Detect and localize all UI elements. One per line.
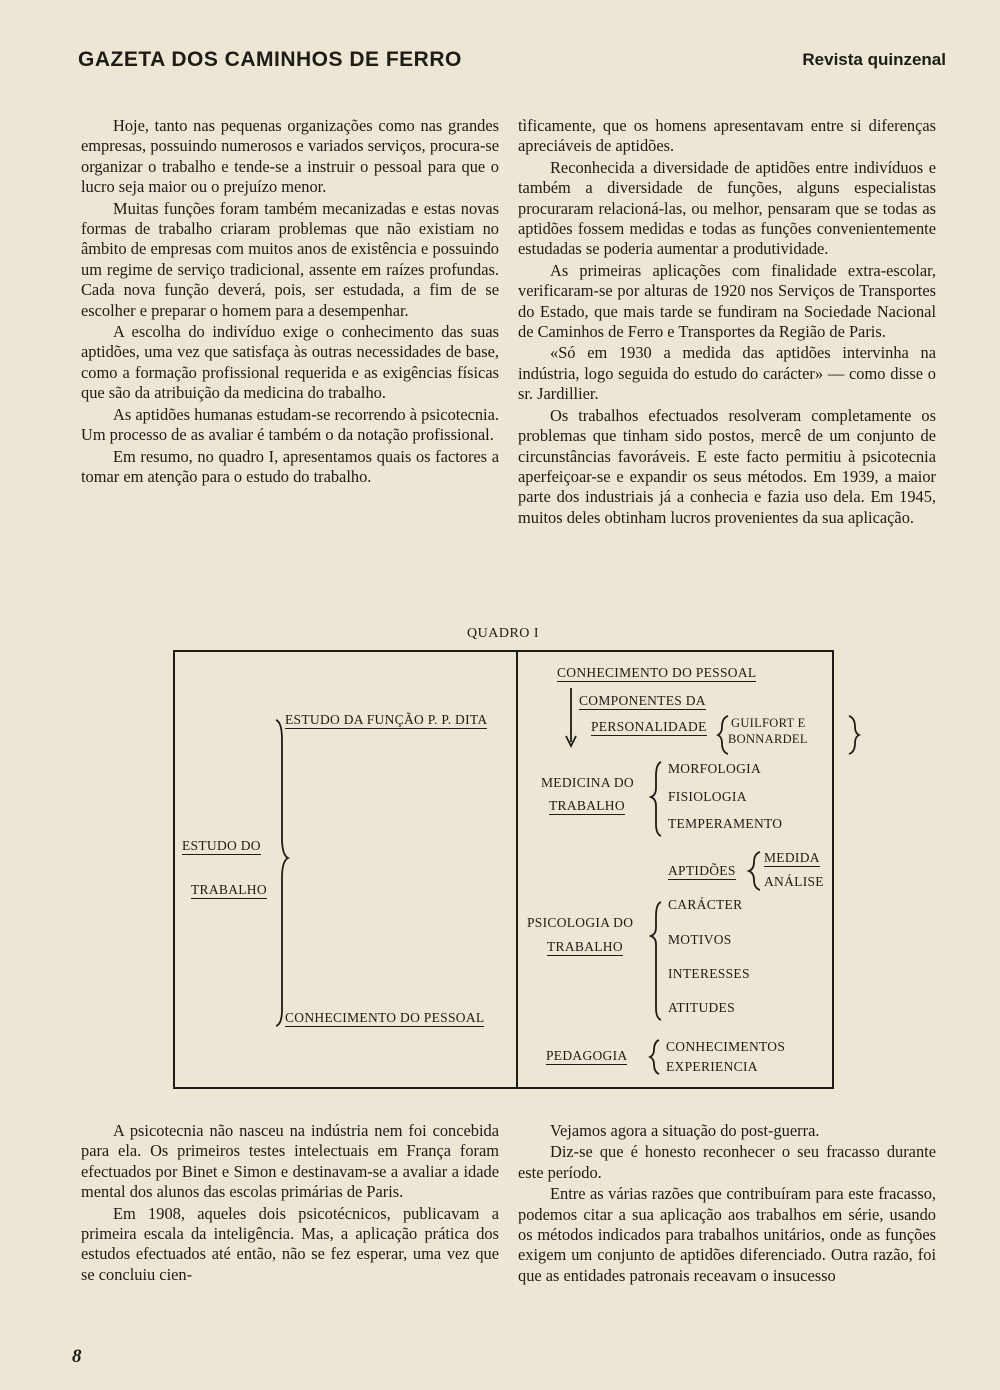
paragraph: As primeiras aplicações com finalidade extra-escolar, verificaram-se por alturas de 1920 nos Serviços de Transportes do Estado, que mais tarde se fundiram na Sociedade Nacional de Caminhos de Ferro e Transportes da Região de Paris. [518,260,936,342]
column-top-left [81,116,499,488]
estudo-do-label: ESTUDO DO [182,838,261,853]
brace-guilfort-right [849,716,859,754]
paragraph: Reconhecida a diversidade de aptidões entre indivíduos e também a diversidade de funções, alguns especialistas procuraram relacioná-las, ou melhor, pensaram que se todas as aptidões fossem medidas e todas as funções convenientemente estudadas se poderia aumentar a produtividade. [518,157,936,259]
medicina-trabalho-label: TRABALHO [549,798,625,813]
paragraph: Entre as várias razões que contribuíram para este fracasso, podemos citar a sua aplicação aos trabalhos em série, usando os métodos indicados para trabalhos unitários, onde as funções exigem um conjunto de aptidões diferenciado. Outra razão, foi que as entidades patronais receavam o insucesso [518,1184,936,1285]
paragraph: «Só em 1930 a medida das aptidões intervinha na indústria, logo seguida do estudo do carácter» — como disse o sr. Jardillier. [518,343,936,404]
table-caption: QUADRO I [467,626,540,641]
journal-subtitle: Revista quinzenal [802,50,946,69]
medicina-do-label: MEDICINA DO [541,775,634,790]
componentes-label: COMPONENTES DA [579,693,706,708]
trabalho-label: TRABALHO [191,882,267,897]
bonnardel-label: BONNARDEL [728,732,808,746]
table-divider [516,650,518,1089]
paragraph: Os trabalhos efectuados resolveram completamente os problemas que tinham sido postos, mercê de um conjunto de circunstâncias favoráveis. E este facto permitiu à psicotecnia aperfeiçoar-se e expandir os seus métodos. Em 1939, a maior parte dos industriais já a conhecia e fazia uso dela. Em 1945, muitos deles obtinham lucros provenientes da sua aplicação. [518,405,936,527]
paragraph: A psicotecnia não nasceu na indústria nem foi concebida para ela. Os primeiros testes intelectuais em França foram efectuados por Binet e Simon e destinavam-se a avaliar a idade mental dos alunos das escolas primárias de Paris. [81,1121,499,1202]
motivos-label: MOTIVOS [668,932,732,947]
psicologia-trabalho-label: TRABALHO [547,939,623,954]
column-top-right [518,116,936,529]
paragraph: Hoje, tanto nas pequenas organizações como nas grandes empresas, possuindo numerosos e variados serviços, procura-se organizar o trabalho e tende-se a instruir o pessoal para que o lucro seja maior ou o prejuízo menor. [81,116,499,197]
conhecimento-pessoal-top-label: CONHECIMENTO DO PESSOAL [557,665,757,680]
analise-label: ANÁLISE [764,874,824,889]
paragraph: Muitas funções foram também mecanizadas e estas novas formas de trabalho criaram problemas que não existiam no âmbito de empresas com muitos anos de existência e possuindo um regime de serviço tradicional, assente em raízes profundas. Cada nova função deverá, pois, ser estudada, a fim de se escolher e preparar o homem para a desempenhar. [81,198,499,320]
pedagogia-label: PEDAGOGIA [546,1048,628,1063]
paragraph: As aptidões humanas estudam-se recorrendo à psicotecnia. Um processo de as avaliar é também o da notação profissional. [81,404,499,445]
caracter-label: CARÁCTER [668,897,743,912]
paragraph: Diz-se que é honesto reconhecer o seu fracasso durante este período. [518,1142,936,1182]
paragraph: Vejamos agora a situação do post-guerra. [550,1121,820,1140]
psicologia-do-label: PSICOLOGIA DO [527,915,634,930]
running-head [78,48,946,76]
column-bottom-right [518,1121,936,1287]
temperamento-label: TEMPERAMENTO [668,816,783,831]
atitudes-label: ATITUDES [668,1000,735,1015]
conhecimento-pessoal-left-label: CONHECIMENTO DO PESSOAL [285,1010,485,1025]
morfologia-label: MORFOLOGIA [668,761,762,776]
column-bottom-left [81,1121,499,1286]
personalidade-label: PERSONALIDADE [591,719,707,734]
page-number: 8 [72,1346,82,1367]
journal-title: GAZETA DOS CAMINHOS DE FERRO [78,48,462,71]
fisiologia-label: FISIOLOGIA [668,789,747,804]
paragraph: Em resumo, no quadro I, apresentamos quais os factores a tomar em atenção para o estudo do trabalho. [81,446,499,486]
aptidoes-label: APTIDÕES [668,863,736,878]
medida-label: MEDIDA [764,850,820,865]
paragraph: A escolha do indivíduo exige o conhecimento das suas aptidões, uma vez que satisfaça às outras necessidades de base, como a formação profissional requerida e as exigências físicas que são da atribuição da medicina do trabalho. [81,322,499,403]
paragraph: tìficamente, que os homens apresentavam entre si diferenças apreciáveis de aptidões. [518,116,936,156]
experiencia-label: EXPERIENCIA [666,1059,758,1074]
paragraph: Em 1908, aqueles dois psicotécnicos, publicavam a primeira escala da inteligência. Mas, a aplicação prática dos estudos efectuados até então, não se fez esperar, uma vez que se concluiu cien- [81,1203,499,1284]
interesses-label: INTERESSES [668,966,750,981]
guilfort-label: GUILFORT E [731,716,806,730]
conhecimentos-label: CONHECIMENTOS [666,1039,786,1054]
estudo-funcao-label: ESTUDO DA FUNÇÃO P. P. DITA [285,712,488,727]
